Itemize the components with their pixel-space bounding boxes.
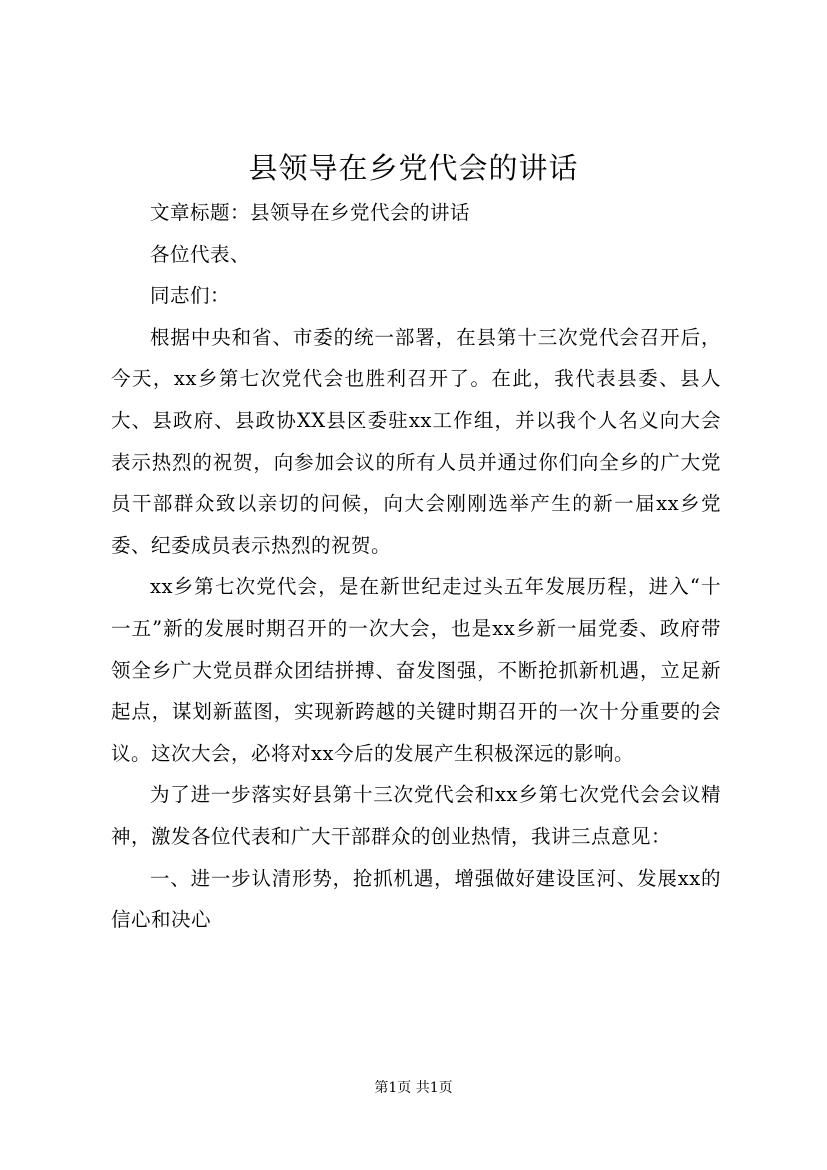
paragraph-salutation-comrades: 同志们： [150, 284, 231, 308]
paragraph-purpose: 为了进一步落实好县第十三次党代会和xx乡第七次党代会会议精神，激发各位代表和广大干部群众的创业热情，我讲三点意见： [111, 783, 721, 848]
paragraph-opening: 根据中央和省、市委的统一部署，在县第十三次党代会召开后，今天，xx乡第七次党代会也胜利召开了。在此，我代表县委、县人大、县政府、县政协XX县区委驻xx工作组，并以我个人名义向大会表示热烈的祝贺，向参加会议的所有人员并通过你们向全乡的广大党员干部群众致以亲切的问候，向大会刚刚选举产生的新一届xx乡党委、纪委成员表示热烈的祝贺。 [111, 325, 721, 557]
page-footer: 第1页 共1页 [374, 1080, 453, 1096]
paragraph-section-one-heading: 一、进一步认清形势，抢抓机遇，增强做好建设匡河、发展xx的信心和决心 [111, 866, 721, 932]
paragraph-significance: xx乡第七次党代会，是在新世纪走过头五年发展历程，进入“十一五”新的发展时期召开的一次大会，也是xx乡新一届党委、政府带领全乡广大党员群众团结拼搏、奋发图强，不断抢抓新机遇，立足新起点，谋划新蓝图，实现新跨越的关键时期召开的一次十分重要的会议。这次大会，必将对xx今后的发展产生积极深远的影响。 [111, 575, 721, 765]
paragraph-salutation-delegates: 各位代表、 [150, 242, 251, 266]
document-title: 县领导在乡党代会的讲话 [248, 151, 579, 185]
paragraph-article-title: 文章标题：县领导在乡党代会的讲话 [150, 201, 471, 224]
document-body [111, 192, 721, 941]
